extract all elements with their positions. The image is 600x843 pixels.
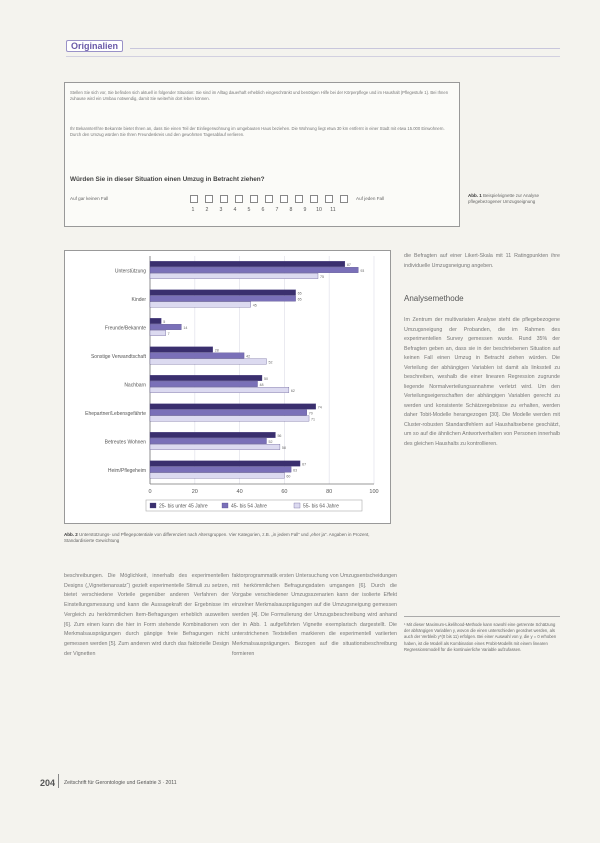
x-tick-label: 40 (236, 489, 243, 495)
bar (150, 375, 262, 381)
vignette-situation: Ihr Bekannter/Ihre Bekannte bietet Ihnen an, dass Sie einen Teil der Einliegerwohnung im umgebauten Haus beziehen. Die Wohnung liegt etwa 30 km entfernt in einer Stadt mit etwa 15.000 Einwohnern. Durch den Umzug würden Sie Ihren Freundeskreis und den gewohnten Tagesablauf verlieren. (70, 126, 445, 137)
bar-value-label: 87 (346, 263, 351, 268)
bar-value-label: 65 (297, 291, 302, 296)
scale-numbers (186, 207, 340, 213)
category-label: Nachbarn (124, 382, 146, 389)
bar (150, 473, 284, 479)
bar (150, 324, 181, 330)
legend-swatch (222, 503, 228, 508)
bar (150, 347, 213, 353)
category-label: Kinder (131, 296, 146, 303)
footnote-rule (404, 616, 560, 617)
scale-number: 3 (219, 207, 223, 213)
bar-value-label: 75 (320, 275, 324, 280)
bar-value-label: 50 (264, 377, 268, 382)
bar (150, 296, 296, 302)
rating-box (295, 195, 303, 203)
scale-number: 1 (191, 207, 195, 213)
rating-box (310, 195, 318, 203)
figure1-text: Beispielvignette zur Analyse pflegebezogener Umzugseignung (468, 193, 540, 204)
figure2-caption (64, 532, 394, 544)
bar-value-label: 48 (259, 383, 264, 388)
rating-checkboxes (190, 195, 348, 203)
bar (150, 432, 275, 438)
bar (150, 416, 309, 422)
vignette-question: Würden Sie in dieser Situation einen Umzug in Betracht ziehen? (70, 176, 265, 183)
scale-number: 8 (289, 207, 293, 213)
bar (150, 267, 358, 273)
scale-number: 11 (330, 207, 336, 213)
journal-name: Zeitschrift für Gerontologie und Geriatrie 3 · 2011 (64, 780, 177, 786)
scale-number: 10 (316, 207, 322, 213)
figure1-label: Abb. 1 (468, 193, 482, 198)
x-tick-label: 0 (148, 489, 152, 495)
vignette-intro: Stellen Sie sich vor, Sie befinden sich aktuell in folgender Situation: Sie sind im Alltag dauerhaft erheblich eingeschränkt und benötigen Hilfe bei der Körperpflege und im Haushalt (Pflegestufe 1). Bei Ihnen zuhause wird ein Umbau notwendig, damit Sie weiterhin dort leben können. (70, 90, 449, 101)
section-heading-analysemethode: Analysemethode (404, 294, 464, 303)
page-number: 204 (40, 778, 56, 788)
rating-box (325, 195, 333, 203)
bar-value-label: 93 (360, 269, 365, 274)
category-label: Sonstige Verwandtschaft (90, 353, 146, 360)
footer-divider (58, 774, 59, 788)
x-tick-label: 100 (369, 489, 379, 495)
bar (150, 290, 296, 296)
rating-box (235, 195, 243, 203)
vignette-box (64, 82, 460, 227)
bar (150, 381, 258, 387)
legend-swatch (150, 503, 156, 508)
bar-value-label: 42 (246, 354, 251, 359)
scale-number: 4 (233, 207, 237, 213)
figure2-text: Unterstützungs- und Pflegepotentiale von differenziert nach Altersgruppen. Vier Kategorien, z.B. „in jedem Fall“ und „eher ja“. Angaben in Prozent, Standardisierte Gewichtung (64, 532, 370, 543)
bar-value-label: 74 (317, 405, 322, 410)
bar (150, 359, 266, 365)
category-label: Ehepartner/Lebensgefährte (85, 410, 146, 417)
bar (150, 330, 166, 336)
bar-value-label: 28 (214, 348, 219, 353)
rating-box (340, 195, 348, 203)
bar (150, 410, 307, 416)
bar-value-label: 52 (268, 360, 273, 365)
bar (150, 273, 318, 279)
header-rule-secondary (66, 56, 560, 57)
x-tick-label: 80 (326, 489, 333, 495)
rating-box (205, 195, 213, 203)
x-tick-label: 60 (281, 489, 288, 495)
bar-value-label: 58 (281, 446, 286, 451)
bar (150, 353, 244, 359)
rating-box (190, 195, 198, 203)
bar-value-label: 63 (293, 468, 298, 473)
scale-left-label: Auf gar keinen Fall (70, 196, 109, 201)
bar-value-label: 65 (297, 297, 302, 302)
bar (150, 467, 291, 473)
bar (150, 438, 266, 444)
bar (150, 302, 251, 308)
bar-value-label: 62 (290, 389, 295, 394)
bar-value-label: 14 (183, 326, 188, 331)
legend-label: 45- bis 54 Jahre (231, 503, 267, 510)
bar-value-label: 5 (163, 320, 166, 325)
bar (150, 404, 316, 410)
body-column-1: beschreibungen. Die Möglichkeit, innerhalb des experimentellen Designs („Vignettenansatz“) gezielt experimentelle Stimuli zu setzen, bietet verschiedene Vorteile gegenüber anderen Verfahren der Einstellungsmessung und kann die Aussagekraft der Ergebnisse im Vergleich zu herkömmlichen Item-Befragungen erheblich ausweiten [6]. Zum einen kann die hier in Form stehende Kombinationen von Merkmalsausprägungen durch gängige freie Befragungen nicht gemessen werden [5]. Zum anderen wird durch das faktorielle Design der Vignetten (64, 573, 229, 657)
legend-label: 25- bis unter 45 Jahre (159, 503, 208, 510)
scale-right-label: Auf jeden Fall (356, 196, 385, 201)
bar-value-label: 60 (286, 474, 291, 479)
bar-chart-svg (64, 250, 391, 524)
bar (150, 461, 300, 467)
category-label: Betreutes Wohnen (104, 439, 146, 446)
figure1-caption (468, 193, 558, 205)
category-label: Freunde/Bekannte (104, 325, 146, 332)
bar (150, 261, 345, 267)
rating-box (280, 195, 288, 203)
rating-box (265, 195, 273, 203)
section-label: Originalien (66, 40, 123, 52)
legend-swatch (294, 503, 300, 508)
bar-value-label: 56 (277, 434, 282, 439)
scale-number: 7 (275, 207, 279, 213)
bar-value-label: 7 (167, 332, 170, 337)
scale-number: 5 (247, 207, 251, 213)
bar-value-label: 70 (308, 411, 313, 416)
bar-chart (64, 250, 391, 524)
bar (150, 444, 280, 450)
legend-label: 55- bis 64 Jahre (303, 503, 339, 510)
rating-box (220, 195, 228, 203)
x-tick-label: 20 (191, 489, 198, 495)
bar-value-label: 67 (302, 462, 307, 467)
category-label: Heim/Pflegeheim (107, 467, 146, 474)
body-column-2: faktorprogrammatik ersten Untersuchung von Umzugsentscheidungen mit herkömmlichen Befragungsdaten umgangen [6]. Durch die Vorgabe verschiedener Umzugsszenarien kann der isolierte Effekt einzelner Merkmalsausprägungen auf die Umzugsneigung gemessen werden [4]. Die Formulierung der Umzugsbeschreibung wird anhand der in Abb. 1 aufgeführten Vignette exemplarisch dargestellt. Die unterstrichenen Textstellen markieren die experimentell variierten Merkmalsausprägungen. Bezogen auf die situationsbeschreibung formieren (232, 573, 397, 657)
bar (150, 387, 289, 393)
footnote: ¹ Mit dieser Maximum-Likelihood-Methode kann sowohl eine getrennte Schätzung der abhängigen Variablen y, wovon die einen unterschieden geordnet werden, als auch der Verbleib y*(0 bis 11) erfolgen. Bei einer Auswahl von y, die y = 0 erhoben haben, ist die Modell als Kombination eines Probit-Modells mit einem linearen Regressionsmodell für die kontinuierliche Variable aufzufassen. (404, 622, 557, 652)
right-column-body: Im Zentrum der multivariaten Analyse steht die pflegebezogene Umzugsneigung der Probanden, die im Rahmen des experimentellen Survey gemessen wurde. Rund 35% der Befragten geben an, dass sie in der beschriebenen Situation auf keinen Fall einen Umzug in Betracht ziehen würden. Die Verteilung der abhängigen Variablen ist damit als linkssteil zu beschreiben, weshalb die einer linearen Regression zugrunde liegende Normalverteilungsannahme verletzt wird. Um den Verteilungseigenschaften der abhängigen Variablen gerecht zu werden und konsistente Schätzergebnisse zu erhalten, werden daher Tobit-Modelle herangezogen [30]. Die Modelle werden mit Cluster-robusten Standardfehlern auf Haushaltsebene geschätzt, um so auf die ähnlichen Antwortverhalten von Personen innerhalb des gleichen Haushalts zu kontrollieren. (404, 317, 560, 447)
bar-value-label: 52 (268, 440, 273, 445)
scale-number: 6 (261, 207, 265, 213)
scale-number: 2 (205, 207, 209, 213)
rating-box (250, 195, 258, 203)
header-rule (130, 48, 560, 49)
category-label: Unterstützung (114, 268, 146, 275)
figure2-label: Abb. 2 (64, 532, 78, 537)
bar-value-label: 71 (311, 417, 316, 422)
bar (150, 318, 161, 324)
scale-number: 9 (303, 207, 307, 213)
right-column-top-text: die Befragten auf einer Likert-Skala mit 11 Ratingpunkten ihre individuelle Umzugsneigung angeben. (404, 253, 560, 269)
bar-value-label: 45 (252, 303, 257, 308)
